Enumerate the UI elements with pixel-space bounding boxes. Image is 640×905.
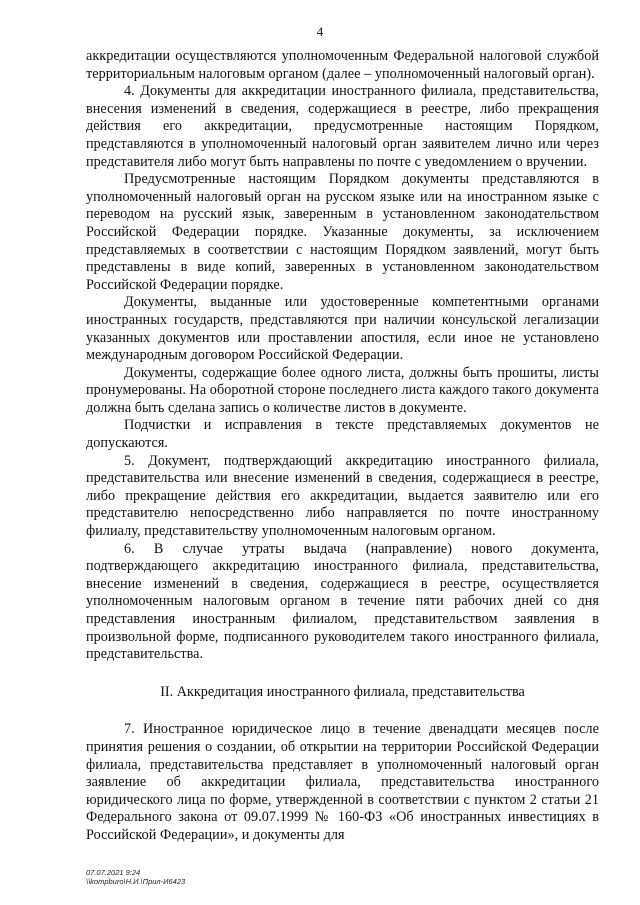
paragraph-item-6: 6. В случае утраты выдача (направление) нового документа, подтверждающего аккредитацию иностранного филиала, представительства, внесение изменений в сведения, содержащиеся в реестре, осуществляется уполномоченным налоговым органом в течение пяти рабочих дней со дня представления иностранным филиалом, представительством заявления в произвольной форме, подписанного руководителем такого иностранного филиала, представительства. [86, 540, 599, 663]
paragraph-item-7: 7. Иностранное юридическое лицо в течение двенадцати месяцев после принятия решения о создании, об открытии на территории Российской Федерации филиала, представительства представляет в уполномоченный налоговый орган заявление об аккредитации филиала, представительства иностранного юридического лица по форме, утвержденной в соответствии с пунктом 2 статьи 21 Федерального закона от 09.07.1999 № 160-ФЗ «Об иностранных инвестициях в Российской Федерации», и документы для [86, 721, 599, 843]
paragraph-item-5: 5. Документ, подтверждающий аккредитацию иностранного филиала, представительства или внесение изменений в сведения, содержащиеся в реестре, либо прекращение действия его аккредитации, выдается заявителю или его представителю непосредственно либо направляется по почте иностранному филиалу, представительству уполномоченным налоговым органом. [86, 452, 599, 540]
paragraph-continuation: аккредитации осуществляются уполномоченным Федеральной налоговой службой территориальным налоговым органом (далее – уполномоченный налоговый орган). [86, 48, 599, 82]
paragraph-binding: Документы, содержащие более одного листа, должны быть прошиты, листы пронумерованы. На оборотной стороне последнего листа каждого такого документа должна быть сделана запись о количестве листов в документе. [86, 364, 599, 416]
footer-path: \\kompburo\Н.И.\Прил-И6423 [86, 877, 186, 886]
footer [86, 868, 185, 886]
paragraph-language-requirements: Предусмотренные настоящим Порядком документы представляются в уполномоченный налоговый орган на русском языке или на иностранном языке с переводом на русский язык, заверенным в установленном законодательством Российской Федерации порядке. Указанные документы, за исключением представляемых в соответствии с настоящим Порядком заявлений, могут быть представлены в виде копий, заверенных в установленном законодательством Российской Федерации порядке. [86, 171, 599, 293]
page-number: 4 [316, 24, 324, 39]
section-heading: II. Аккредитация иностранного филиала, представительства [160, 683, 525, 700]
paragraph-item-4: 4. Документы для аккредитации иностранного филиала, представительства, внесения изменений в сведения, содержащиеся в реестре, либо прекращения действия его аккредитации, предусмотренные настоящим Порядком, представляются в уполномоченный налоговый орган заявителем лично или через представителя либо могут быть направлены по почте с уведомлением о вручении. [86, 83, 599, 170]
paragraph-legalization: Документы, выданные или удостоверенные компетентными органами иностранных государств, представляются при наличии консульской легализации указанных документов или проставлении апостиля, если иное не установлено международным договором Российской Федерации. [86, 294, 599, 364]
paragraph-corrections: Подчистки и исправления в тексте представляемых документов не допускаются. [86, 417, 599, 452]
document-body [86, 48, 599, 845]
footer-date: 07.07.2021 9:24 [86, 868, 141, 877]
